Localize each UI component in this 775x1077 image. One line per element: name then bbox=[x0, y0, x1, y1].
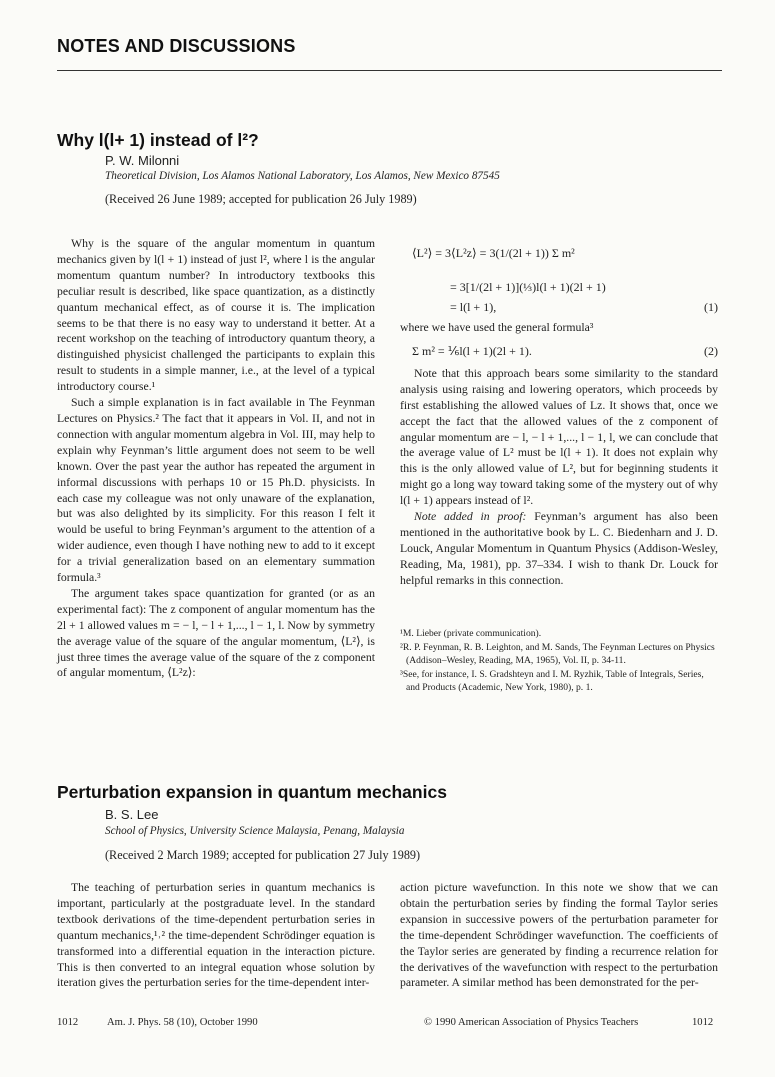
article1-paragraph-2: Such a simple explanation is in fact available in The Feynman Lectures on Physics.² The fact that it appears in Vol. II, and not in connection with angular momentum algebra in Vol. III, may help to explain why Feynman’s little argument does not seem to be well known. Over the past year the author has repeated the argument in informal discussions with perhaps 10 or 15 Ph.D. physicists. In each case my colleague was not only unaware of the explanation, but was also delighted by its simplicity. For this reason I felt it would be useful to bring Feynman’s argument to the attention of a wider audience, even though I have nothing new to add to it except for a trivial generalization based on an elementary summation formula.³ bbox=[57, 396, 375, 585]
article2-affiliation: School of Physics, University Science Malaysia, Penang, Malaysia bbox=[105, 825, 405, 837]
equation-2-number: (2) bbox=[704, 343, 718, 358]
heading-rule bbox=[57, 70, 722, 71]
footer-page-left: 1012 bbox=[57, 1017, 79, 1028]
footnote-2: ²R. P. Feynman, R. B. Leighton, and M. Sands, The Feynman Lectures on Physics (Addison–Wesley, Reading, MA, 1965), Vol. II, p. 34-11. bbox=[400, 642, 715, 666]
footer-copyright: © 1990 American Association of Physics Teachers bbox=[424, 1017, 639, 1028]
equation-1-line-3 bbox=[400, 300, 718, 320]
article1-author: P. W. Milonni bbox=[105, 153, 180, 168]
article1-paragraph-3: The argument takes space quantization for granted (or as an experimental fact): The z component of angular momentum has the 2l + 1 allowed values m = − l, − l + 1,..., l − 1, l. Now by symmetry the average value of the square of the angular momentum, ⟨L²⟩, is just three times the average value of the square of the z component of angular momentum, ⟨L²z⟩: bbox=[57, 586, 375, 680]
article1-paragraph-4: Note that this approach bears some similarity to the standard analysis using raising and lowering operators, which proceeds by first establishing the allowed values of Lz. It shows that, once we accept the fact that the allowed values of the z component of angular momentum are − l, − l + 1,..., l − 1, l, we can conclude that the average value of L² must be l(l + 1). It does not explain why this is the only allowed value of L², but for beginning students it might go a long way toward taking some of the mystery out of why l(l + 1) appears instead of l². bbox=[400, 366, 718, 508]
footer-page-right: 1012 bbox=[692, 1017, 714, 1028]
equation-1-line-3-text: = l(l + 1), bbox=[450, 300, 497, 314]
article1-left-column bbox=[57, 236, 375, 681]
article2-paragraph-left: The teaching of perturbation series in quantum mechanics is important, particularly at the postgraduate level. In the standard textbook derivations of the time-dependent perturbation series in quantum mechanics,¹˒² the time-dependent Schrödinger equation is transformed into a differential equation in the interaction picture. This is then converted to an integral equation whose solution by iteration gives the perturbation series for the time-dependent inter- bbox=[57, 881, 375, 990]
article1-footnotes bbox=[400, 627, 718, 695]
article1-title bbox=[57, 130, 259, 151]
article2-author: B. S. Lee bbox=[105, 807, 159, 822]
footnote-1: ¹M. Lieber (private communication). bbox=[400, 628, 542, 639]
article2-received: (Received 2 March 1989; accepted for publication 27 July 1989) bbox=[105, 848, 421, 862]
section-heading: NOTES AND DISCUSSIONS bbox=[57, 36, 296, 56]
equation-1-number: (1) bbox=[704, 300, 718, 314]
article1-paragraph-5 bbox=[400, 509, 718, 589]
article2-left-column bbox=[57, 880, 375, 991]
article2-title: Perturbation expansion in quantum mechanics bbox=[57, 782, 447, 802]
note-added-text: Feynman’s argument has also been mentioned in the authoritative book by L. C. Biedenharn and J. D. Louck, Angular Momentum in Quantum Physics (Addison-Wesley, Reading, Ma, 1981), pp. 37–334. I wish to thank Dr. Louck for helpful remarks in this connection. bbox=[400, 510, 718, 587]
article1-affiliation: Theoretical Division, Los Alamos National Laboratory, Los Alamos, New Mexico 87545 bbox=[105, 170, 500, 182]
article1-right-column bbox=[400, 242, 718, 589]
equation-2-text: Σ m² = ⅙l(l + 1)(2l + 1). bbox=[412, 343, 532, 358]
article2-right-column bbox=[400, 880, 718, 991]
article1-title-text: Why l(l+ 1) instead of l²? bbox=[57, 130, 259, 150]
equation-1-line-2: = 3[1/(2l + 1)](⅓)l(l + 1)(2l + 1) bbox=[450, 280, 606, 294]
equation-1-line-1: ⟨L²⟩ = 3⟨L²z⟩ = 3(1/(2l + 1)) Σ m² bbox=[412, 246, 575, 260]
equation-2 bbox=[400, 336, 718, 366]
article1-paragraph-1: Why is the square of the angular momentum in quantum mechanics given by l(l + 1) instead of just l², where l is the angular momentum quantum number? In introductory textbooks this peculiar result is described, like space quantization, as a distinctly quantum mechanical effect, as of course it is. The implication seems to be that there is no easy way to understand it better. At a recent workshop on the teaching of introductory quantum theory, a distinguished physicist challenged the participants to explain this result to students in a simple manner, i.e., at the level of a typical introductory course.¹ bbox=[57, 237, 375, 394]
note-added-label: Note added in proof: bbox=[414, 510, 527, 524]
article1-received: (Received 26 June 1989; accepted for publication 26 July 1989) bbox=[105, 192, 417, 206]
footer-journal: Am. J. Phys. 58 (10), October 1990 bbox=[107, 1017, 258, 1028]
formula-intro: where we have used the general formula³ bbox=[400, 321, 594, 334]
article2-paragraph-right: action picture wavefunction. In this note we show that we can obtain the perturbation series by finding the formal Taylor series expansion in successive powers of the perturbation parameter for the time-dependent Schrödinger wavefunction. The coefficients of the Taylor series are generated by finding a recurrence relation for the derivatives of the wavefunction with respect to the perturbation parameter. A similar method has been demonstrated for the per- bbox=[400, 881, 718, 990]
footnote-3: ³See, for instance, I. S. Gradshteyn and I. M. Ryzhik, Table of Integrals, Series, and Products (Academic, New York, 1980), p. 1. bbox=[400, 669, 704, 693]
